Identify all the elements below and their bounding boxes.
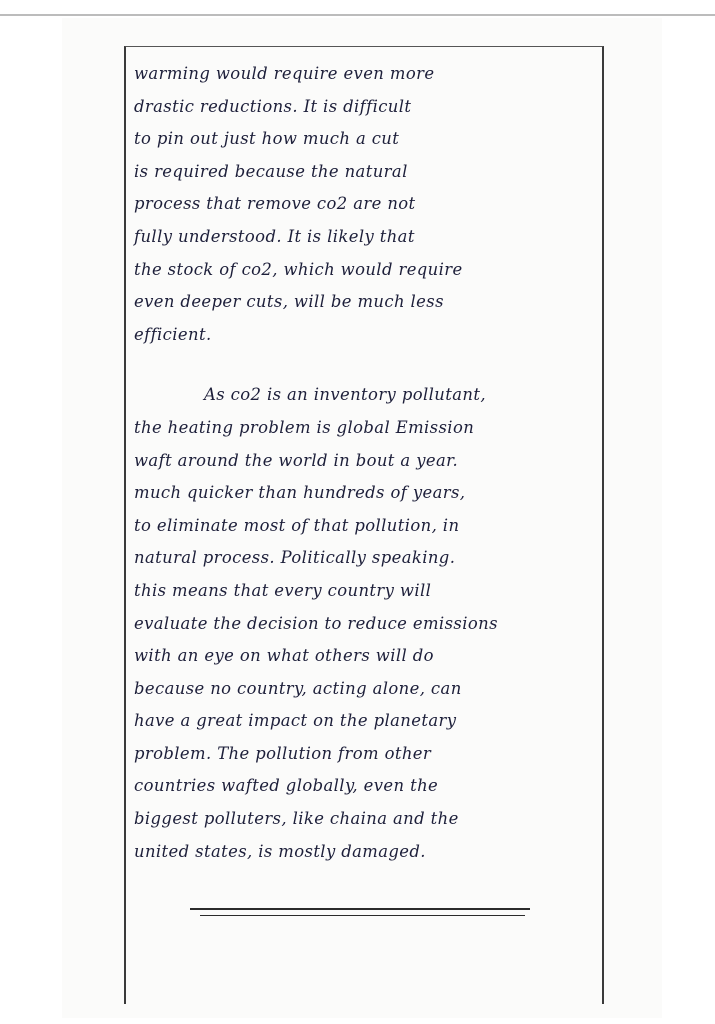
text-line: natural process. Politically speaking. <box>134 548 456 568</box>
paragraph-1 <box>134 58 596 351</box>
text-line: efficient. <box>134 324 212 344</box>
scan-top-edge <box>0 0 715 16</box>
text-line: united states, is mostly damaged. <box>134 841 426 861</box>
text-line: because no country, acting alone, can <box>134 678 462 698</box>
text-line: waft around the world in bout a year. <box>134 450 459 470</box>
text-line: to eliminate most of that pollution, in <box>134 515 460 535</box>
text-line: this means that every country will <box>134 580 432 600</box>
text-line: the heating problem is global Emission <box>134 417 475 437</box>
text-line: biggest polluters, like chaina and the <box>134 809 459 829</box>
text-line: have a great impact on the planetary <box>134 711 457 731</box>
text-line: even deeper cuts, will be much less <box>134 292 444 312</box>
paragraph-gap <box>134 351 596 379</box>
text-line: to pin out just how much a cut <box>134 129 400 149</box>
text-line: As co2 is an inventory pollutant, <box>204 385 486 405</box>
paragraph-2 <box>134 379 596 868</box>
text-line: problem. The pollution from other <box>134 743 432 763</box>
text-line: with an eye on what others will do <box>134 646 434 666</box>
text-line: fully understood. It is likely that <box>134 226 415 246</box>
text-line: is required because the natural <box>134 161 408 181</box>
text-line: warming would require even more <box>134 64 435 83</box>
text-line: process that remove co2 are not <box>134 194 416 214</box>
handwritten-text <box>134 58 596 868</box>
text-line: countries wafted globally, even the <box>134 776 439 796</box>
text-line: much quicker than hundreds of years, <box>134 483 466 503</box>
text-line: the stock of co2, which would require <box>134 259 463 279</box>
text-line: evaluate the decision to reduce emissions <box>134 613 498 633</box>
text-line: drastic reductions. It is difficult <box>134 96 412 116</box>
end-divider-line <box>190 908 530 910</box>
end-divider-line <box>200 915 525 916</box>
